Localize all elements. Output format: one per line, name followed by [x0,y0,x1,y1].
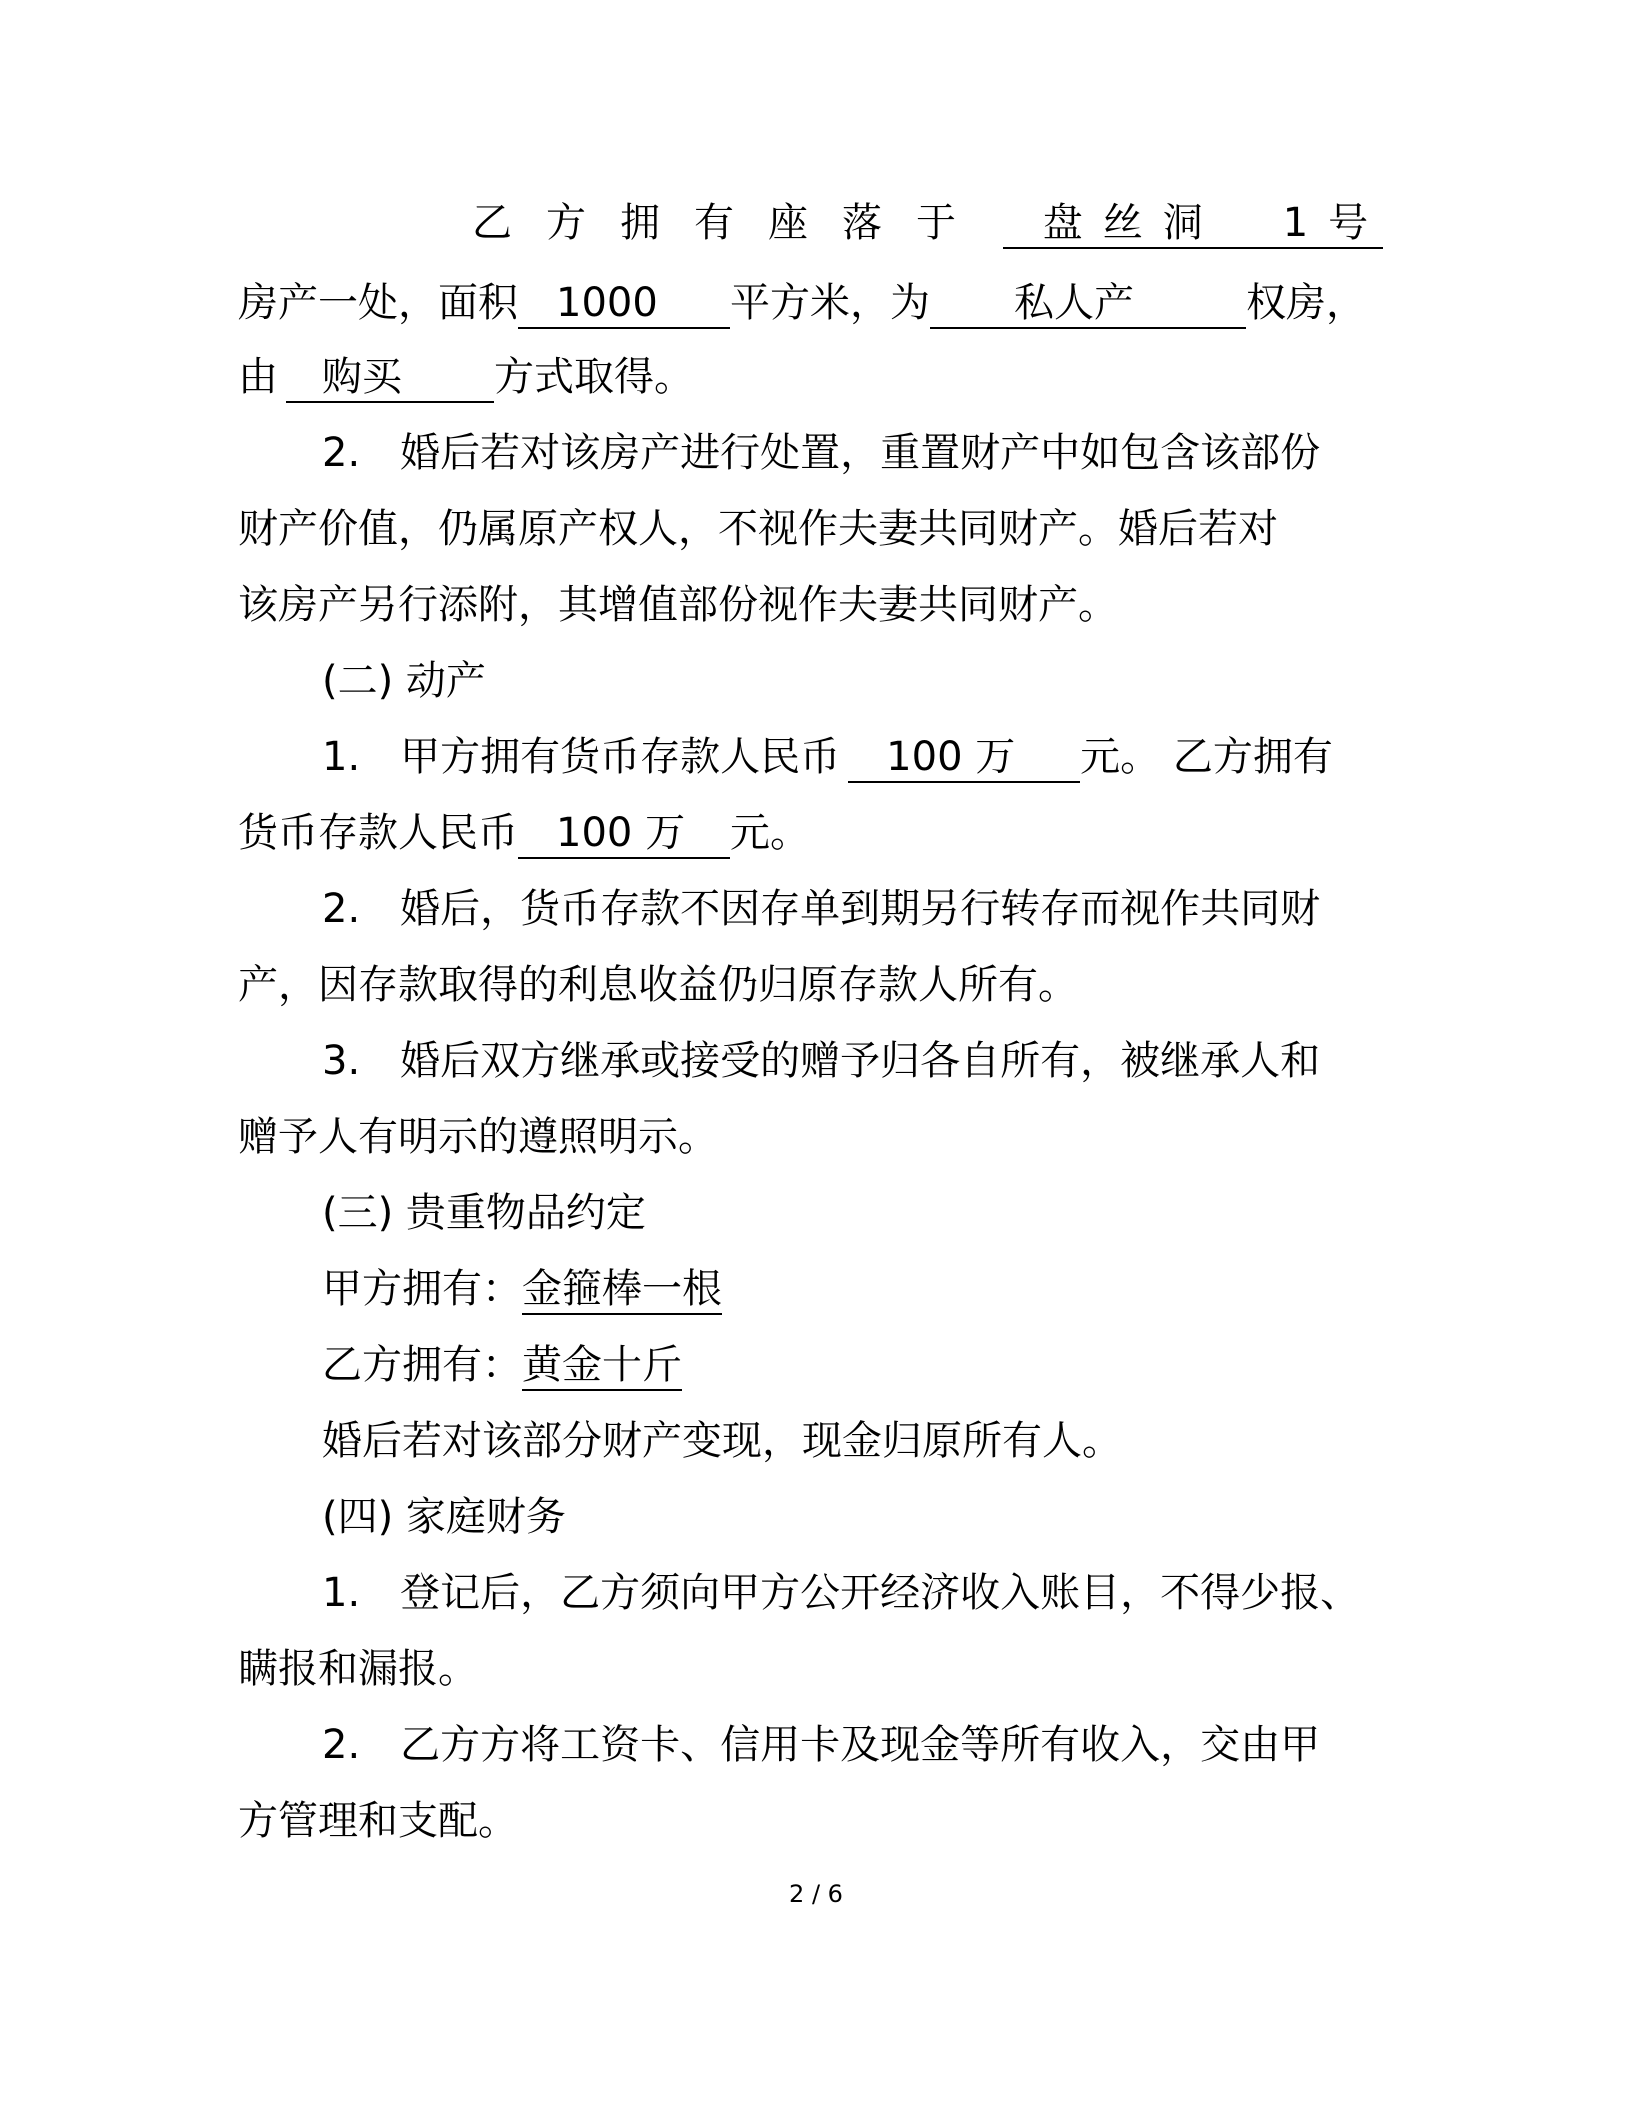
text: 房产一处，面积 [238,280,518,326]
text: 由 [238,354,278,400]
fill-in-field-location: 盘丝洞 1号 [1003,199,1383,249]
text: 元。 乙方拥有 [1080,734,1333,780]
text: 乙方拥有： [322,1342,522,1388]
text: 货币存款人民币 [238,810,518,856]
paragraph-line [472,198,1389,249]
paragraph-line: 财产价值，仍属原产权人，不视作夫妻共同财产。婚后若对 [238,506,1278,552]
fill-in-field-acquisition: 购买 [286,353,494,403]
text: 权房， [1246,280,1366,326]
paragraph-line [238,352,694,403]
section-heading: (二) 动产 [322,658,486,704]
fill-in-field-area: 1000 [518,279,730,329]
section-heading: (三) 贵重物品约定 [322,1190,646,1236]
paragraph-line: 赠予人有明示的遵照明示。 [238,1114,718,1160]
paragraph-line [322,1340,682,1391]
paragraph-line: 2. 婚后，货币存款不因存单到期另行转存而视作共同财 [322,886,1321,932]
paragraph-line: 3. 婚后双方继承或接受的赠予归各自所有，被继承人和 [322,1038,1321,1084]
paragraph-line: 2. 乙方方将工资卡、信用卡及现金等所有收入，交由甲 [322,1722,1321,1768]
paragraph-line: 瞒报和漏报。 [238,1646,478,1692]
text: 乙方拥有座落于 [472,200,990,246]
paragraph-line [238,278,1366,329]
fill-in-field-valuable-a: 金箍棒一根 [522,1265,722,1315]
paragraph-line: 1. 登记后，乙方须向甲方公开经济收入账目，不得少报、 [322,1570,1361,1616]
fill-in-field-valuable-b: 黄金十斤 [522,1341,682,1391]
text: 1. 甲方拥有货币存款人民币 [322,734,841,780]
fill-in-field-deposit-b: 100 万 [518,809,730,859]
text: 方式取得。 [494,354,694,400]
page-number: 2 / 6 [789,1880,843,1908]
paragraph-line [322,732,1333,783]
text: 元。 [730,810,810,856]
paragraph-line [238,808,810,859]
paragraph-line [322,1264,722,1315]
paragraph-line: 婚后若对该部分财产变现，现金归原所有人。 [322,1418,1122,1464]
text: 甲方拥有： [322,1266,522,1312]
paragraph-line: 产，因存款取得的利息收益仍归原存款人所有。 [238,962,1078,1008]
paragraph-line: 2. 婚后若对该房产进行处置，重置财产中如包含该部份 [322,430,1321,476]
paragraph-line: 该房产另行添附，其增值部份视作夫妻共同财产。 [238,582,1118,628]
paragraph-line: 方管理和支配。 [238,1798,518,1844]
fill-in-field-deposit-a: 100 万 [848,733,1080,783]
text: 平方米，为 [730,280,930,326]
fill-in-field-property-type: 私人产 [930,279,1246,329]
section-heading: (四) 家庭财务 [322,1494,566,1540]
